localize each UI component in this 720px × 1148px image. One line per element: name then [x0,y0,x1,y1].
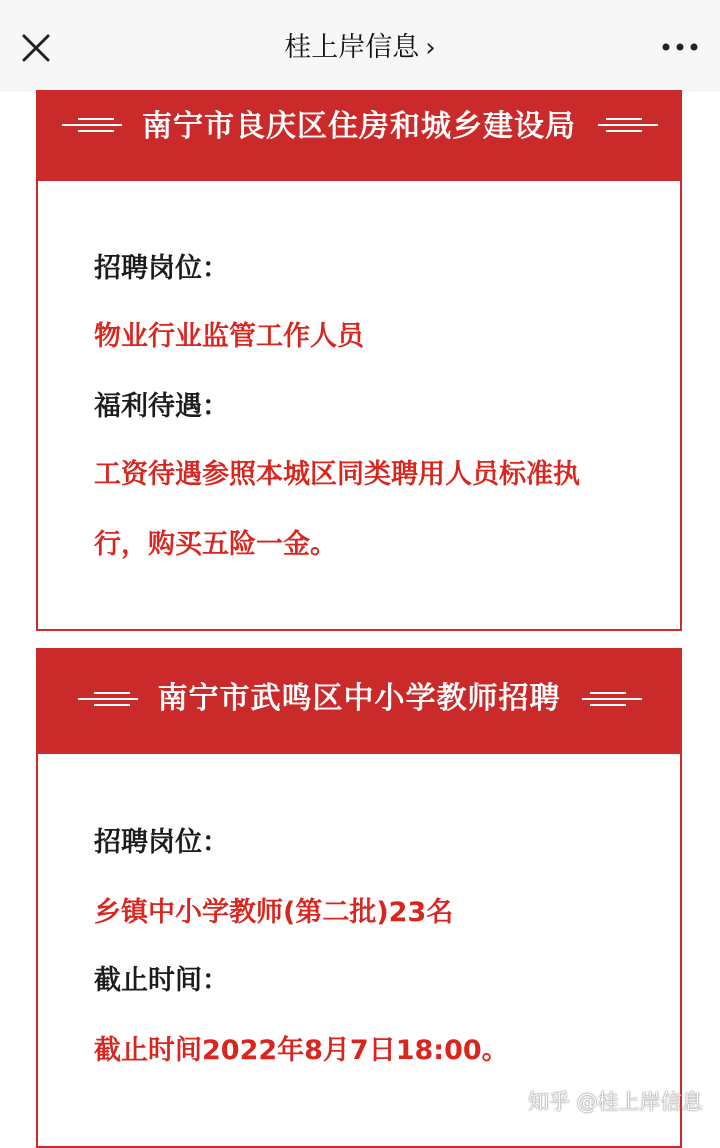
chevron-right-icon: › [425,33,436,63]
card-title: 南宁市武鸣区中小学教师招聘 [157,681,561,716]
account-title-link[interactable] [0,28,720,68]
more-icon[interactable] [658,32,702,62]
deadline-label: 截止时间： [94,965,229,996]
welfare-label: 福利待遇： [94,391,229,422]
welfare-value-line1: 工资待遇参照本城区同类聘用人员标准执 [94,459,580,490]
card-header [36,648,682,754]
decorative-lines-right-icon [582,692,642,706]
job-card [36,90,682,631]
watermark: 知乎 @桂上岸信息 [528,1090,703,1114]
deadline-value: 截止时间2022年8月7日18:00。 [94,1035,509,1066]
navigation-bar [0,0,720,92]
card-header [36,90,682,181]
position-label: 招聘岗位： [94,253,229,284]
job-card [36,648,682,1148]
welfare-value-line2: 行，购买五险一金。 [94,529,337,560]
position-label: 招聘岗位： [94,827,229,858]
position-value: 乡镇中小学教师(第二批)23名 [94,897,454,928]
position-value: 物业行业监管工作人员 [94,321,364,352]
card-title: 南宁市良庆区住房和城乡建设局 [142,109,576,144]
decorative-lines-right-icon [598,118,658,132]
page-title: 桂上岸信息 [284,32,420,63]
